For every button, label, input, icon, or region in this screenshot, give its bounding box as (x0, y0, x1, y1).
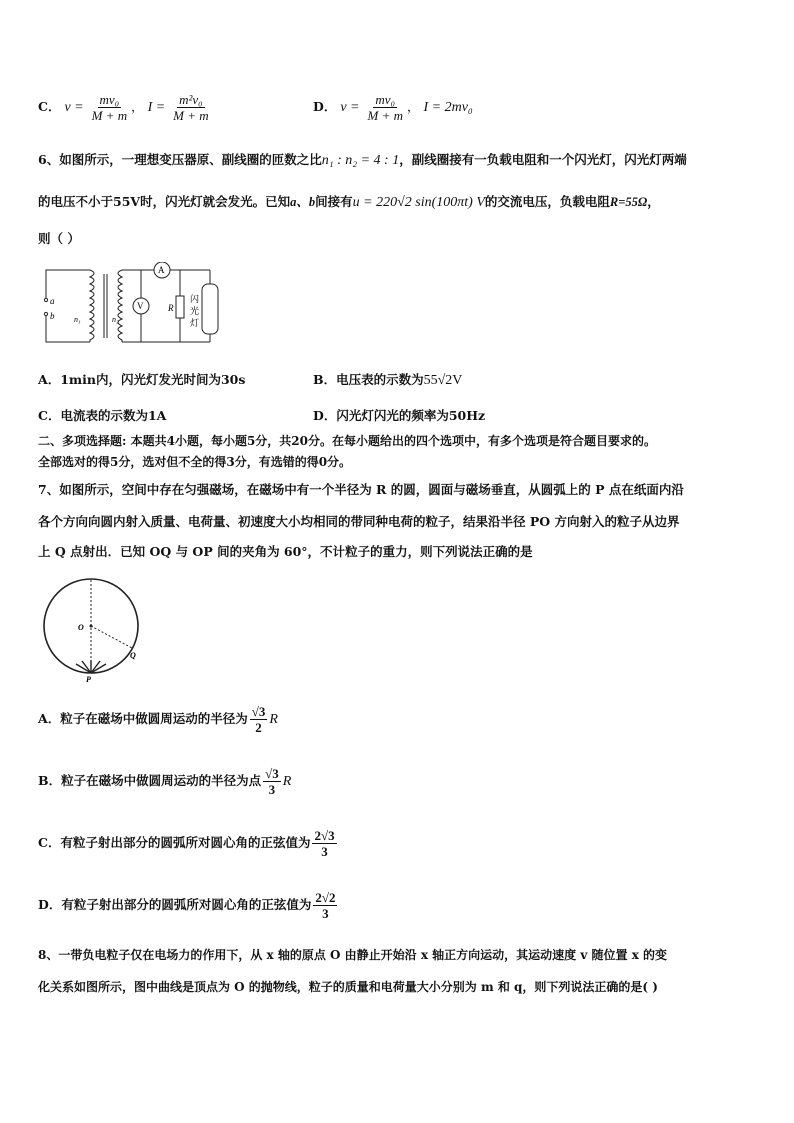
terminal-b-label: b (50, 311, 55, 321)
radius-oq (91, 626, 132, 648)
q6-option-c: C．电流表的示数为1A (38, 408, 167, 423)
q6-line3: 则（ ） (38, 231, 80, 246)
option-d-v-fraction: $\frac{\text{mv₀}}{M + m}$ (367, 92, 403, 123)
voltmeter-label: V (137, 301, 144, 311)
prev-option-d: D． v = $\frac{\text{mv₀}}{M + m}$ ， I = 2mv₀ (313, 92, 473, 123)
q6-line2: 的电压不小于55V时，闪光灯就会发光。已知a、b间接有u = 220√2 sin(100πt) V的交流电压，负载电阻R=55Ω， (38, 194, 660, 210)
primary-coil (90, 270, 94, 342)
terminal-a-label: a (50, 296, 55, 306)
q7-option-c: C．有粒子射出部分的圆弧所对圆心角的正弦值为 $\frac{2√3}{3}$ (38, 828, 335, 859)
ac-voltage-formula: u = 220√2 sin(100πt) V (352, 195, 485, 210)
q7-option-b: B．粒子在磁场中做圆周运动的半径为点 $\frac{√3}{3}$ R (38, 766, 292, 797)
q7-option-d: D．有粒子射出部分的圆弧所对圆心角的正弦值为 $\frac{2√2}{3}$ (38, 890, 336, 921)
option-c-label: C． (38, 99, 61, 114)
secondary-coil (118, 270, 122, 342)
q6-option-b: B．电压表的示数为55√2V (313, 372, 463, 388)
q8-line1: 8、一带负电粒子仅在电场力的作用下，从 x 轴的原点 O 由静止开始沿 x 轴正方向运动，其运动速度 v 随位置 x 的变 (38, 948, 668, 962)
q7-line3: 上 Q 点射出．已知 OQ 与 OP 间的夹角为 60°，不计粒子的重力，则下列说法正确的是 (38, 544, 533, 559)
q6-option-a: A．1min内，闪光灯发光时间为30s (38, 372, 246, 387)
voltmeter-reading: 55√2V (423, 373, 463, 388)
option-a-fraction: $\frac{√3}{2}$ (251, 704, 266, 735)
option-c-v: v = (64, 100, 84, 115)
option-b-fraction: $\frac{√3}{3}$ (265, 766, 279, 797)
point-p-label: P (86, 675, 91, 682)
section2-line1: 二、多项选择题: 本题共4小题，每小题5分，共20分。在每小题给出的四个选项中，有多个选项是符合题目要求的。 (38, 434, 657, 448)
q7-line1: 7、如图所示，空间中存在匀强磁场，在磁场中有一个半径为 R 的圆，圆面与磁场垂直，从圆弧上的 P 点在纸面内沿 (38, 482, 684, 497)
section2-line2: 全部选对的得5分，选对但不全的得3分，有选错的得0分。 (38, 455, 352, 469)
q7-line2: 各个方向向圆内射入质量、电荷量、初速度大小均相同的带同种电荷的粒子，结果沿半径 PO 方向射入的粒子从边界 (38, 514, 680, 529)
lamp-label-2: 光 (190, 307, 200, 317)
ammeter-label: A (158, 265, 165, 275)
option-c-i-fraction: $\frac{\text{m²v₀}}{M + m}$ (173, 92, 209, 123)
n2-label: n₂ (112, 315, 119, 324)
option-d-v: v = (340, 100, 360, 115)
transformer-circuit-diagram (38, 262, 228, 350)
option-d-label: D． (313, 99, 337, 114)
lamp-label-3: 灯 (190, 319, 200, 329)
resistor-label: R (168, 303, 174, 313)
resistor-symbol (176, 296, 184, 318)
point-q-label: Q (130, 651, 136, 660)
q6-line1: 6、如图所示，一理想变压器原、副线圈的匝数之比n₁ : n₂ = 4 : 1，副线圈接有一负载电阻和一个闪光灯，闪光灯两端 (38, 152, 687, 168)
turns-ratio: n₁ : n₂ = 4 : 1 (321, 153, 400, 168)
option-c-i: I = (147, 100, 166, 115)
q8-line2: 化关系如图所示，图中曲线是顶点为 O 的抛物线，粒子的质量和电荷量大小分别为 m 和 q，则下列说法正确的是( ) (38, 980, 658, 994)
prev-option-c: C． v = $\frac{\text{mv₀}}{M + m}$ ， I = $\frac{\text{m²v₀}}{M + m}$ (38, 92, 209, 123)
lamp-label-1: 闪 (190, 295, 200, 305)
magnetic-field-circle-figure (38, 576, 150, 682)
q6-option-d: D．闪光灯闪光的频率为50Hz (313, 408, 486, 423)
option-c-v-fraction: $\frac{\text{mv₀}}{M + m}$ (91, 92, 128, 123)
q7-option-a: A．粒子在磁场中做圆周运动的半径为 $\frac{√3}{2}$ R (38, 704, 278, 735)
option-d-fraction: $\frac{2√2}{3}$ (315, 890, 336, 921)
option-c-fraction: $\frac{2√3}{3}$ (314, 828, 335, 859)
center-o-label: O (78, 623, 84, 632)
n1-label: n₁ (74, 315, 81, 324)
flash-lamp-symbol (202, 284, 218, 334)
option-d-i: I = 2mv₀ (423, 100, 473, 115)
